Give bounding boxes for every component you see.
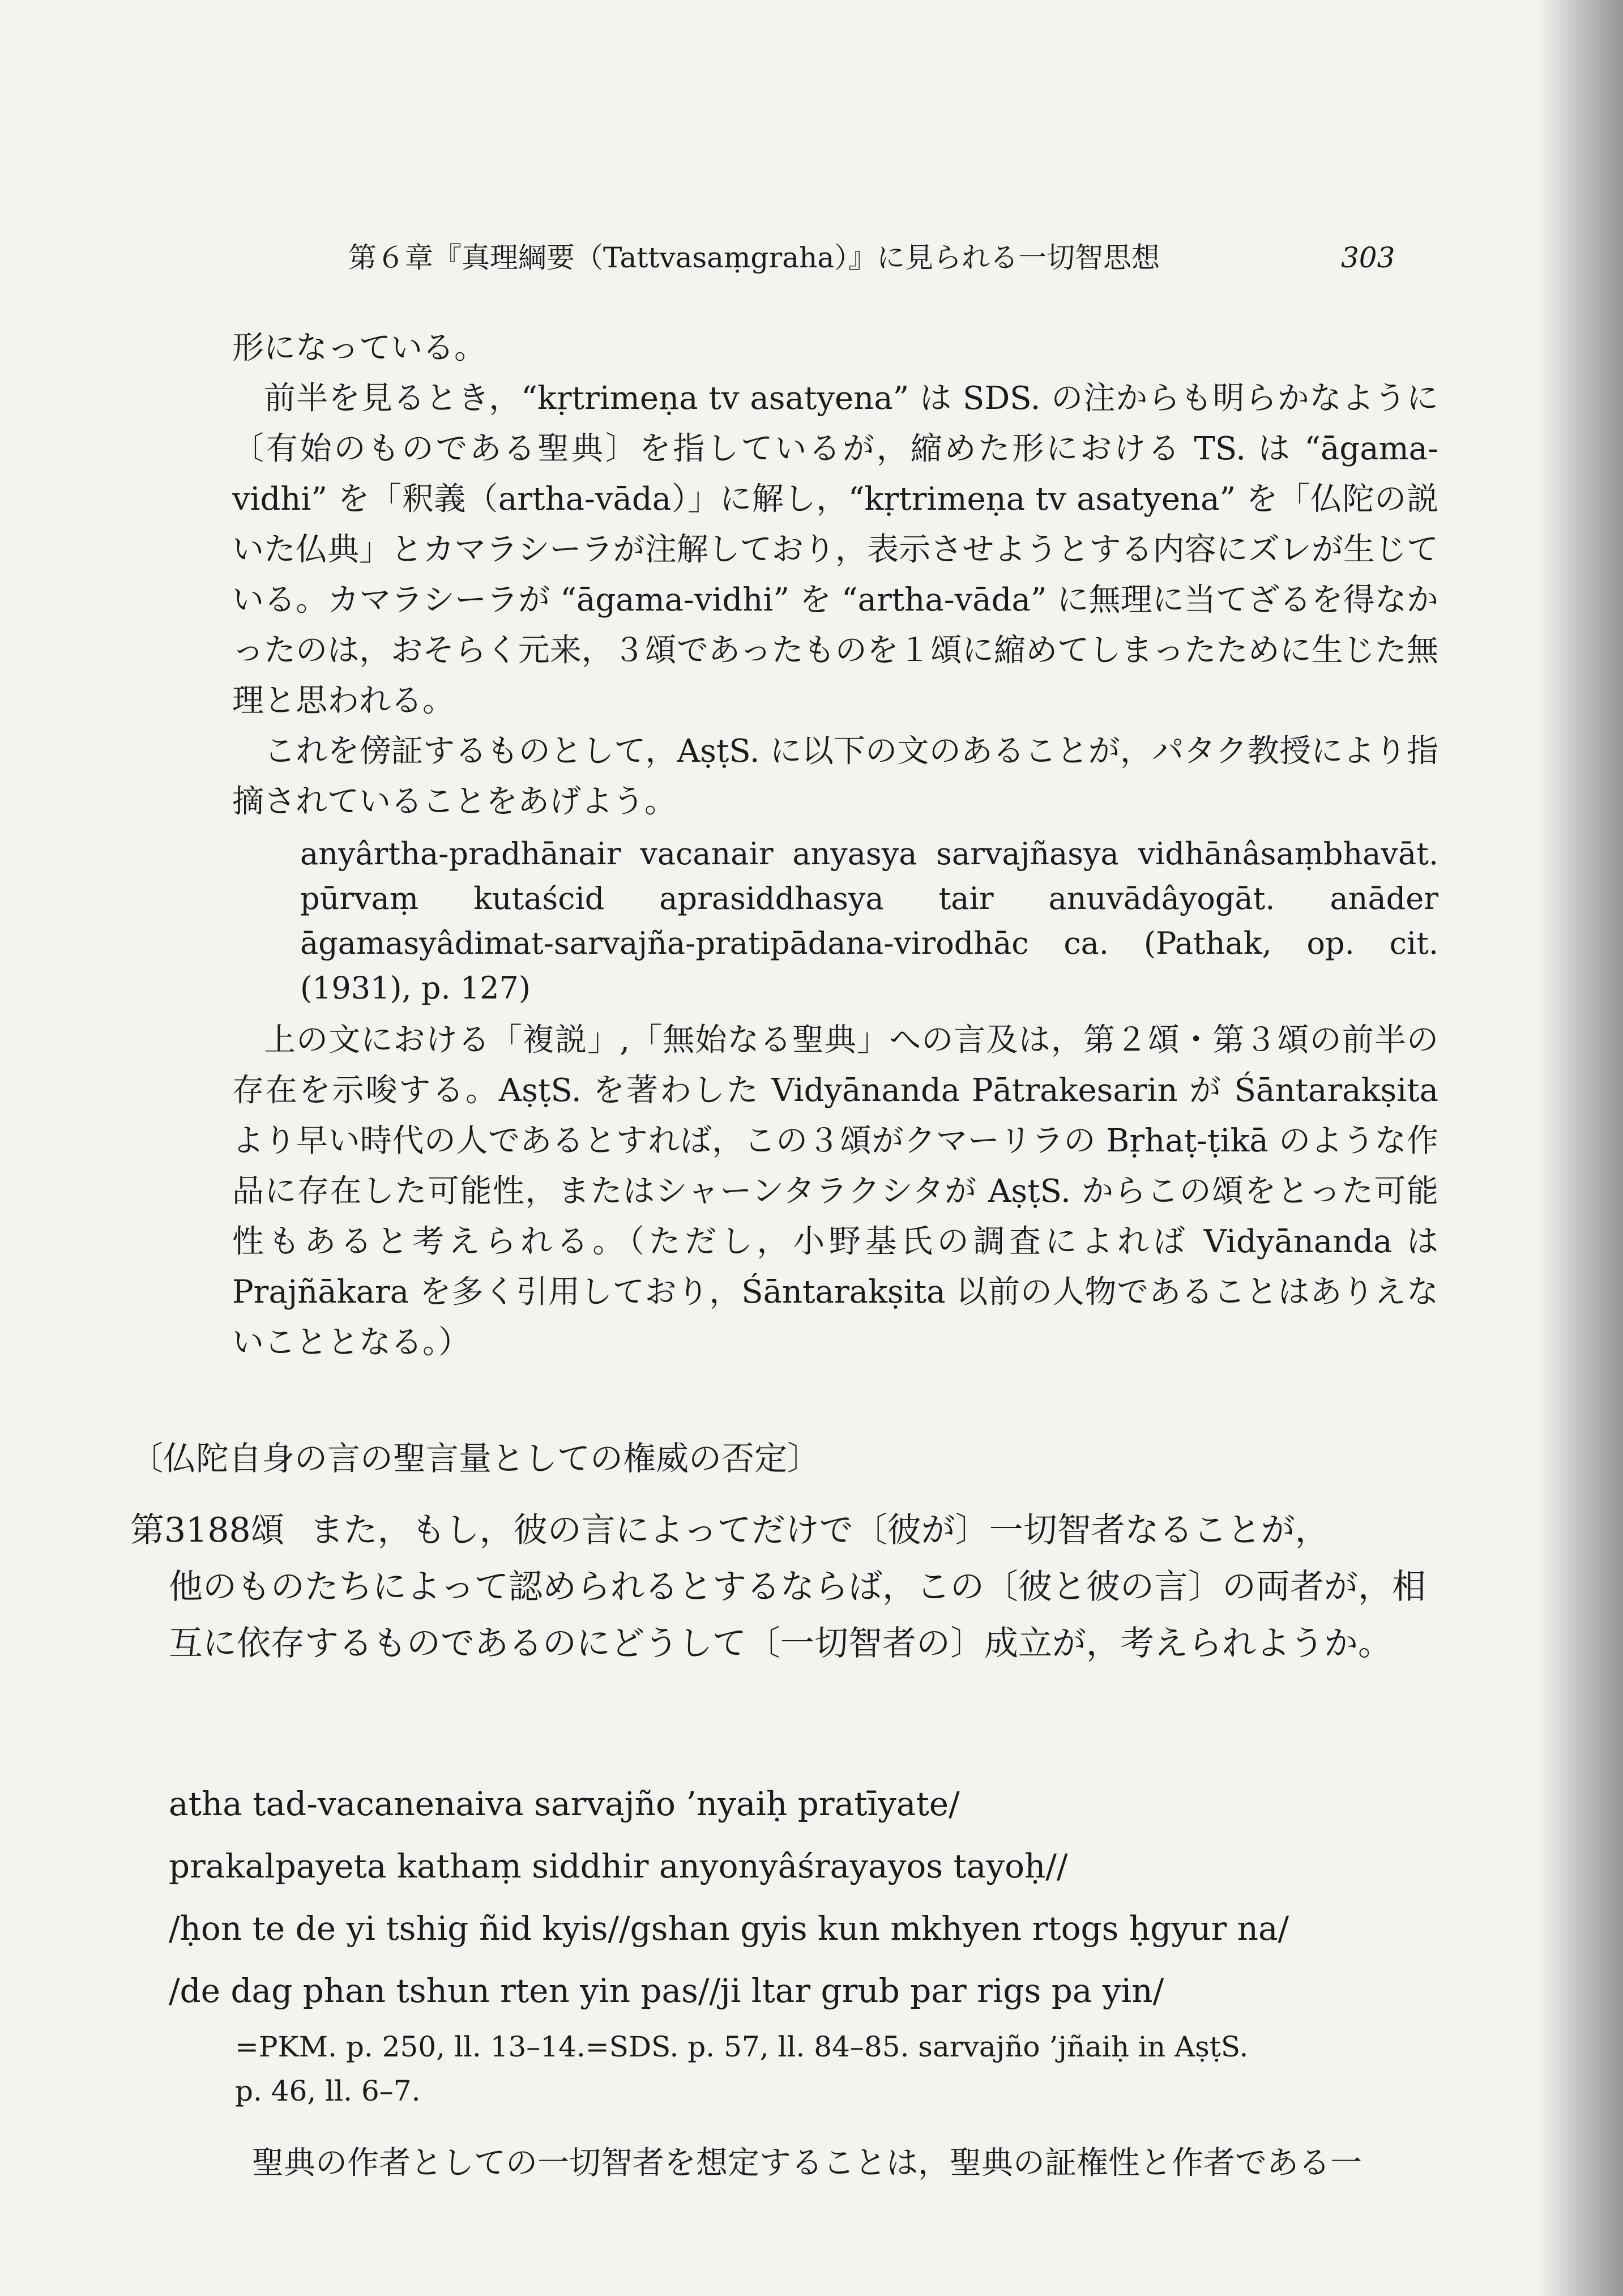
page-spine-shadow bbox=[1538, 0, 1623, 2296]
page-number: 303 bbox=[1341, 241, 1395, 274]
verse-translation bbox=[130, 1502, 1444, 1672]
reference-note bbox=[235, 2025, 1436, 2113]
verse-original bbox=[169, 1773, 1443, 2022]
section-title: 〔仏陀自身の言の聖言量としての権威の否定〕 bbox=[130, 1439, 821, 1478]
note-line: p. 46, ll. 6–7. bbox=[235, 2075, 421, 2107]
verse-text-first: また，もし，彼の言によってだけで〔彼が〕一切智者なることが， bbox=[309, 1510, 1329, 1550]
running-header bbox=[348, 241, 1424, 275]
sanskrit-quotation: anyârtha-pradhānair vacanair anyasya sarvajñasya vidhānâsaṃbhavāt. pūrvaṃ kutaścid aprasiddhasya tair anuvādâyogāt. anāder āgamasyâdimat-sarvajña-pratipādana-virodhāc ca. (Pathak, op. cit. (1931), p. 127) bbox=[300, 836, 1438, 1006]
paragraph: 前半を見るとき，“kṛtrimeṇa tv asatyena” は SDS. の注からも明らかなように〔有始のものである聖典〕を指しているが，縮めた形における TS. は “āgama-vidhi” を「釈義（artha-vāda）」に解し，“kṛtrimeṇa tv asatyena” を「仏陀の説いた仏典」とカマラシーラが注解しており，表示させようとする内容にズレが生じている。カマラシーラが “āgama-vidhi” を “artha-vāda” に無理に当てざるを得なかったのは，おそらく元来，３頌であったものを１頌に縮めてしまったために生じた無理と思われる。 bbox=[232, 380, 1438, 719]
paragraph: これを傍証するものとして，AṣṭS. に以下の文のあることが，パタク教授により指摘されていることをあげよう。 bbox=[232, 733, 1438, 820]
verse-label: 第3188頌 bbox=[130, 1510, 285, 1550]
running-title: 第６章『真理綱要（Tattvasaṃgraha）』に見られる一切智思想 bbox=[348, 241, 1160, 274]
sanskrit-line: atha tad-vacanenaiva sarvajño ’nyaiḥ pratīyate/ bbox=[169, 1785, 960, 1823]
note-line: =PKM. p. 250, ll. 13–14.=SDS. p. 57, ll. 84–85. sarvajño ’jñaiḥ in AṣṭS. bbox=[235, 2030, 1249, 2063]
closing-paragraph: 聖典の作者としての一切智者を想定することは，聖典の証権性と作者である一 bbox=[252, 2145, 1362, 2182]
sanskrit-line: prakalpayeta kathaṃ siddhir anyonyâśrayayos tayoḥ// bbox=[169, 1847, 1068, 1885]
paragraph: 形になっている。 bbox=[232, 330, 486, 366]
paragraph: 上の文における「複説」,「無始なる聖典」への言及は，第２頌・第３頌の前半の存在を示唆する。AṣṭS. を著わした Vidyānanda Pātrakesarin が Śāntarakṣita より早い時代の人であるとすれば，この３頌がクマーリラの Bṛhaṭ-ṭikā のような作品に存在した可能性，またはシャーンタラクシタが AṣṭS. からこの頌をとった可能性もあると考えられる。（ただし，小野基氏の調査によれば Vidyānanda は Prajñākara を多く引用しており，Śāntarakṣita 以前の人物であることはありえないこととなる。） bbox=[232, 1022, 1438, 1361]
tibetan-line: /ḥon te de yi tshig ñid kyis//gshan gyis kun mkhyen rtogs ḥgyur na/ bbox=[169, 1909, 1289, 1948]
verse-text-rest: 他のものたちによって認められるとするならば，この〔彼と彼の言〕の両者が，相互に依存するものであるのにどうして〔一切智者の〕成立が，考えられようか。 bbox=[169, 1567, 1426, 1663]
tibetan-line: /de dag phan tshun rten yin pas//ji ltar grub par rigs pa yin/ bbox=[169, 1971, 1164, 2010]
verse-first-line bbox=[130, 1502, 1444, 1559]
main-text bbox=[232, 323, 1438, 1368]
